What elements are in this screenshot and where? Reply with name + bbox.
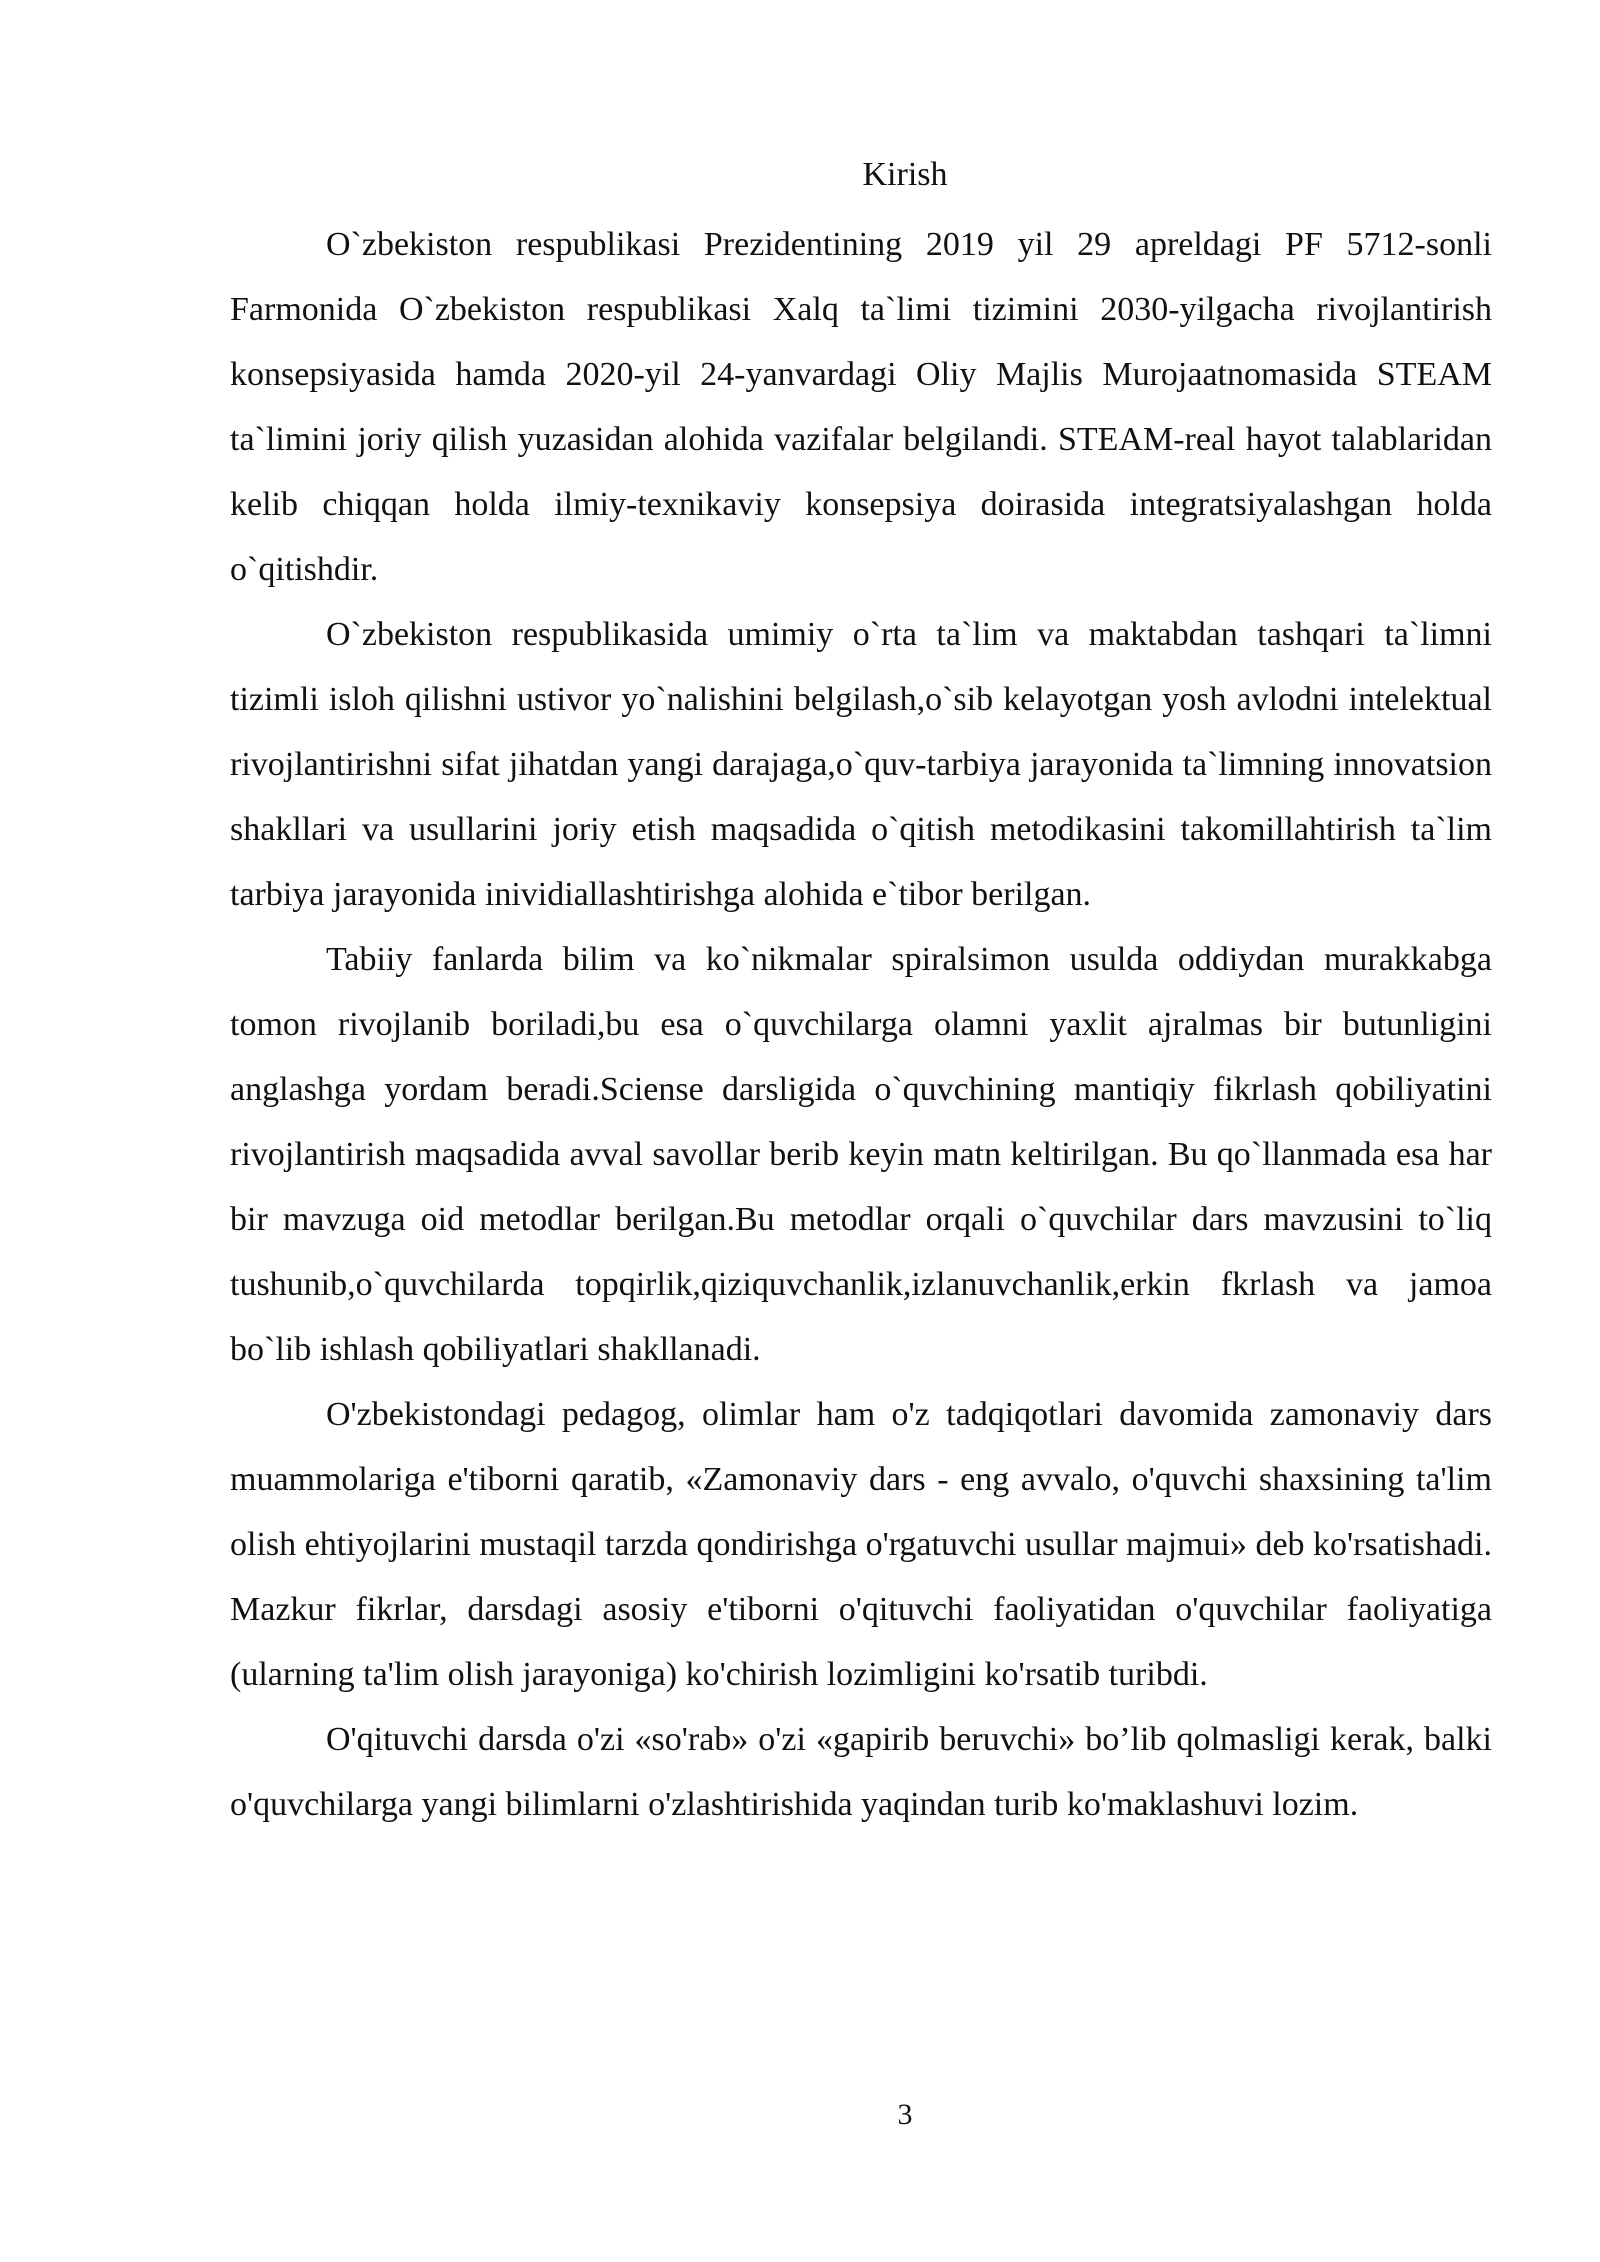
page-number: 3 bbox=[897, 2098, 913, 2131]
paragraph-2: O`zbekiston respublikasida umimiy o`rta ta`lim va maktabdan tashqari ta`limni tizimli isloh qilishni ustivor yo`nalishini belgilash,o`sib kelayotgan yosh avlodni intelektual rivojlantirishni sifat jihatdan yangi darajaga,o`quv-tarbiya jarayonida ta`limning innovatsion shakllari va usullarini joriy etish maqsadida o`qitish metodikasini takomillahtirish ta`lim tarbiya jarayonida inividiallashtirishga alohida e`tibor berilgan. bbox=[230, 616, 1492, 913]
paragraph-5: O'qituvchi darsda o'zi «so'rab» o'zi «gapirib beruvchi» bo’lib qolmasligi kerak, balki o'quvchilarga yangi bilimlarni o'zlashtirishida yaqindan turib ko'maklashuvi lozim. bbox=[230, 1721, 1492, 1823]
page-title: Kirish bbox=[862, 156, 948, 193]
paragraph-1: O`zbekiston respublikasi Prezidentining 2019 yil 29 apreldagi PF 5712-sonli Farmonida O`zbekiston respublikasi Xalq ta`limi tizimini 2030-yilgacha rivojlantirish konsepsiyasida hamda 2020-yil 24-yanvardagi Oliy Majlis Murojaatnomasida STEAM ta`limini joriy qilish yuzasidan alohida vazifalar belgilandi. STEAM-real hayot talablaridan kelib chiqqan holda ilmiy-texnikaviy konsepsiya doirasida integratsiyalashgan holda o`qitishdir. bbox=[230, 226, 1492, 588]
paragraph-4: O'zbekistondagi pedagog, olimlar ham o'z tadqiqotlari davomida zamonaviy dars muammolariga e'tiborni qaratib, «Zamonaviy dars - eng avvalo, o'quvchi shaxsining ta'lim olish ehtiyojlarini mustaqil tarzda qondirishga o'rgatuvchi usullar majmui» deb ko'rsatishadi. Mazkur fikrlar, darsdagi asosiy e'tiborni o'qituvchi faoliyatidan o'quvchilar faoliyatiga (ularning ta'lim olish jarayoniga) ko'chirish lozimligini ko'rsatib turibdi. bbox=[230, 1396, 1492, 1693]
paragraph-3: Tabiiy fanlarda bilim va ko`nikmalar spiralsimon usulda oddiydan murakkabga tomon rivojlanib boriladi,bu esa o`quvchilarga olamni yaxlit ajralmas bir butunligini anglashga yordam beradi.Sciense darsligida o`quvchining mantiqiy fikrlash qobiliyatini rivojlantirish maqsadida avval savollar berib keyin matn keltirilgan. Bu qo`llanmada esa har bir mavzuga oid metodlar berilgan.Bu metodlar orqali o`quvchilar dars mavzusini to`liq tushunib,o`quvchilarda topqirlik,qiziquvchanlik,izlanuvchanlik,erkin fkrlash va jamoa bo`lib ishlash qobiliyatlari shakllanadi. bbox=[230, 941, 1492, 1368]
document-body bbox=[230, 212, 1492, 1837]
